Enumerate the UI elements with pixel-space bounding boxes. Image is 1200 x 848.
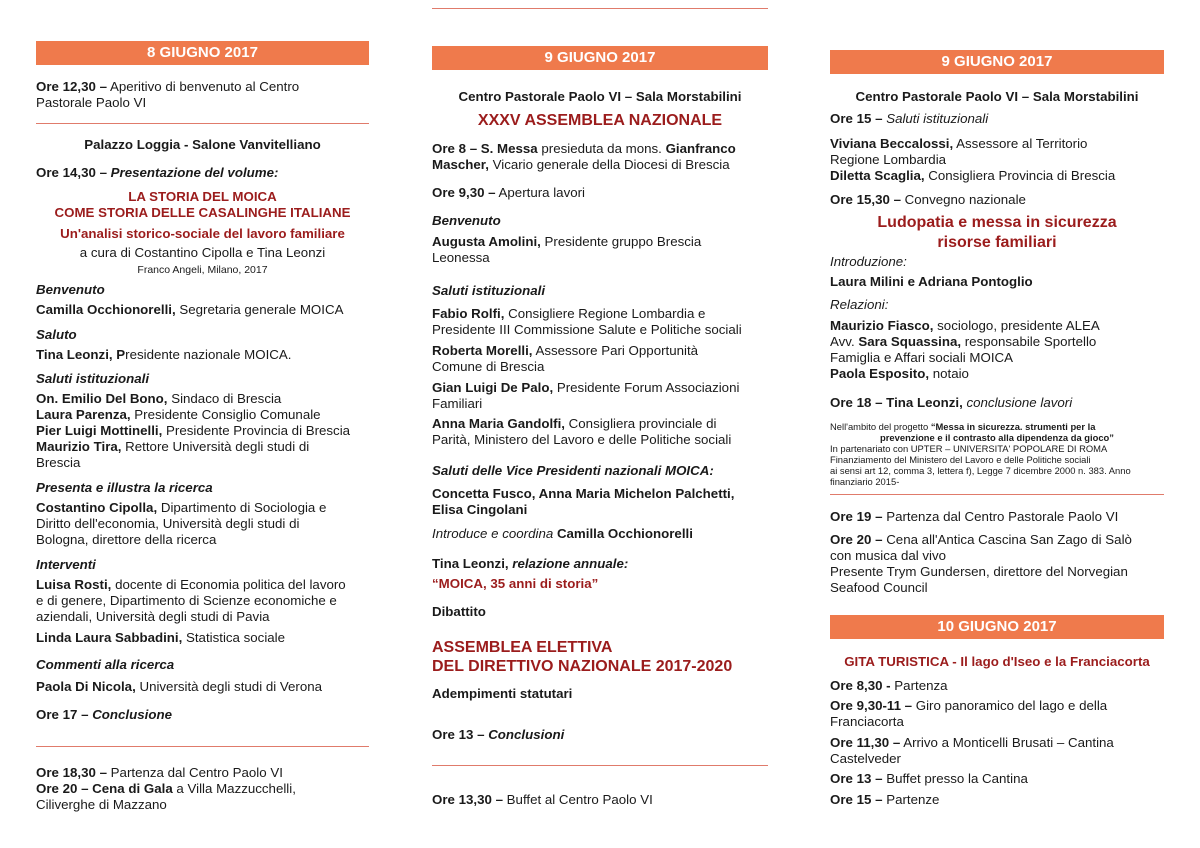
- heading-saluti-istituzionali: Saluti istituzionali: [36, 371, 150, 386]
- trip-line: Ore 11,30 – Arrivo a Monticelli Brusati – Cantina: [830, 735, 1114, 750]
- speaker-line: Laura Parenza, Presidente Consiglio Comunale: [36, 407, 321, 422]
- vice-names: Concetta Fusco, Anna Maria Michelon Palchetti,: [432, 486, 735, 501]
- speaker-line: Paola Di Nicola, Università degli studi di Verona: [36, 679, 323, 694]
- heading-commenti: Commenti alla ricerca: [36, 657, 175, 672]
- book-title: LA STORIA DEL MOICA: [128, 189, 277, 204]
- speaker-line-cont: aziendali, Università degli studi di Pavia: [36, 609, 270, 624]
- speaker-line: Avv. Sara Squassina, responsabile Sportello: [830, 334, 1097, 349]
- dinner-line-3: Presente Trym Gundersen, direttore del Norvegian: [830, 564, 1128, 579]
- day-header: 9 GIUGNO 2017: [830, 50, 1164, 74]
- conference-title: Ludopatia e messa in sicurezza: [877, 214, 1117, 231]
- departure-line: Ore 19 – Partenza dal Centro Pastorale Paolo VI: [830, 509, 1119, 524]
- book-editors: a cura di Costantino Cipolla e Tina Leonzi: [79, 245, 326, 260]
- presentation-line: Ore 14,30 – Presentazione del volume:: [36, 165, 279, 180]
- speaker-line-cont: Parità, Ministero del Lavoro e delle Politiche sociali: [432, 432, 732, 447]
- project-note-3: In partenariato con UPTER – UNIVERSITA' POPOLARE DI ROMA: [830, 443, 1108, 454]
- report-title: “MOICA, 35 anni di storia”: [432, 576, 599, 591]
- assembly-title: XXXV ASSEMBLEA NAZIONALE: [477, 112, 723, 129]
- speaker-line: Gian Luigi De Palo, Presidente Forum Associazioni: [432, 380, 740, 395]
- dinner-line-2: con musica dal vivo: [830, 548, 947, 563]
- speaker-line-cont: Bologna, direttore della ricerca: [36, 532, 217, 547]
- heading-benvenuto: Benvenuto: [36, 282, 105, 297]
- project-note-4: Finanziamento del Ministero del Lavoro e delle Politiche sociali: [830, 454, 1091, 465]
- conclusion-line: Ore 13 – Conclusioni: [432, 727, 565, 742]
- trip-line: Ore 8,30 - Partenza: [830, 678, 948, 693]
- debate: Dibattito: [432, 604, 486, 619]
- speaker-line-cont: Presidente III Commissione Salute e Politiche sociali: [432, 322, 742, 337]
- speaker-line: Augusta Amolini, Presidente gruppo Brescia: [432, 234, 702, 249]
- heading-interventi: Interventi: [36, 557, 96, 572]
- divider: [432, 765, 768, 766]
- speaker-line: Luisa Rosti, docente di Economia politica del lavoro: [36, 577, 346, 592]
- dinner-line: Ore 20 – Cena all'Antica Cascina San Zago di Salò: [830, 532, 1132, 547]
- speaker-line: Tina Leonzi, Presidente nazionale MOICA.: [36, 347, 292, 362]
- speaker-line-cont: Diritto dell'economia, Università degli studi di: [36, 516, 300, 531]
- dinner-line: Ore 20 – Cena di Gala a Villa Mazzucchelli,: [36, 781, 296, 796]
- speaker-line: Linda Laura Sabbadini, Statistica sociale: [36, 630, 286, 645]
- heading-benvenuto: Benvenuto: [432, 213, 501, 228]
- trip-line: Ore 15 – Partenze: [830, 792, 940, 807]
- closing-line: Ore 18 – Tina Leonzi, conclusione lavori: [830, 395, 1073, 410]
- speaker-line: Maurizio Tira, Rettore Università degli studi di: [36, 439, 310, 454]
- coordinator-line: Introduce e coordina Camilla Occhionorelli: [432, 526, 693, 541]
- heading-relazioni: Relazioni:: [830, 297, 889, 312]
- opening-line: Ore 9,30 – Apertura lavori: [432, 185, 586, 200]
- speaker-line: Diletta Scaglia, Consigliera Provincia di Brescia: [830, 168, 1116, 183]
- dinner-line-4: Seafood Council: [830, 580, 928, 595]
- day-header: 9 GIUGNO 2017: [432, 46, 768, 70]
- speaker-line-cont: e di genere, Dipartimento di Scienze economiche e: [36, 593, 337, 608]
- speaker-line-cont: Famiglia e Affari sociali MOICA: [830, 350, 1014, 365]
- trip-title: GITA TURISTICA - Il lago d'Iseo e la Franciacorta: [844, 654, 1150, 669]
- vice-names-2: Elisa Cingolani: [432, 502, 528, 517]
- divider: [830, 494, 1164, 495]
- heading-vice-presidenti: Saluti delle Vice Presidenti nazionali MOICA:: [432, 463, 714, 478]
- departure-line: Ore 18,30 – Partenza dal Centro Paolo VI: [36, 765, 283, 780]
- project-note-6: finanziario 2015-: [830, 476, 900, 487]
- speaker-line-cont: Brescia: [36, 455, 81, 470]
- mass-line: Ore 8 – S. Messa presieduta da mons. Gianfranco: [432, 141, 736, 156]
- conclusion-line: Ore 17 – Conclusione: [36, 707, 172, 722]
- project-note-5: ai sensi art 12, comma 3, lettera f), Legge 7 dicembre 2000 n. 383. Anno: [830, 465, 1131, 476]
- speaker-line: Roberta Morelli, Assessore Pari Opportunità: [432, 343, 699, 358]
- elective-title: ASSEMBLEA ELETTIVA: [432, 639, 613, 656]
- divider: [36, 746, 369, 747]
- trip-line-cont: Castelveder: [830, 751, 901, 766]
- welcome-line-2: Pastorale Paolo VI: [36, 95, 147, 110]
- speaker-line-cont: Regione Lombardia: [830, 152, 947, 167]
- trip-line-cont: Franciacorta: [830, 714, 904, 729]
- speaker-line-cont: Comune di Brescia: [432, 359, 545, 374]
- buffet-line: Ore 13,30 – Buffet al Centro Paolo VI: [432, 792, 653, 807]
- report-line: Tina Leonzi, relazione annuale:: [432, 556, 629, 571]
- trip-line: Ore 9,30-11 – Giro panoramico del lago e della: [830, 698, 1108, 713]
- dinner-line-2: Ciliverghe di Mazzano: [36, 797, 167, 812]
- intro-names: Laura Milini e Adriana Pontoglio: [830, 274, 1033, 289]
- elective-title-2: DEL DIRETTIVO NAZIONALE 2017-2020: [432, 658, 733, 675]
- speaker-line: Viviana Beccalossi, Assessore al Territorio: [830, 136, 1088, 151]
- mass-line-2: Mascher, Vicario generale della Diocesi di Brescia: [432, 157, 730, 172]
- venue: Palazzo Loggia - Salone Vanvitelliano: [84, 137, 321, 152]
- conference-title-2: risorse familiari: [937, 234, 1057, 251]
- speaker-line: Costantino Cipolla, Dipartimento di Sociologia e: [36, 500, 327, 515]
- divider: [432, 8, 768, 9]
- venue: Centro Pastorale Paolo VI – Sala Morstabilini: [458, 89, 742, 104]
- speaker-line-cont: Familiari: [432, 396, 483, 411]
- speaker-line-cont: Leonessa: [432, 250, 490, 265]
- heading-introduzione: Introduzione:: [830, 254, 907, 269]
- book-publisher: Franco Angeli, Milano, 2017: [137, 264, 268, 276]
- day-header: 8 GIUGNO 2017: [36, 41, 369, 65]
- speaker-line: Maurizio Fiasco, sociologo, presidente ALEA: [830, 318, 1100, 333]
- venue: Centro Pastorale Paolo VI – Sala Morstabilini: [855, 89, 1139, 104]
- statutory: Adempimenti statutari: [432, 686, 573, 701]
- speaker-line: Fabio Rolfi, Consigliere Regione Lombardia e: [432, 306, 706, 321]
- project-note: Nell'ambito del progetto “Messa in sicurezza. strumenti per la: [830, 421, 1096, 432]
- day-header-2: 10 GIUGNO 2017: [830, 615, 1164, 639]
- heading-presenta: Presenta e illustra la ricerca: [36, 480, 213, 495]
- speaker-line: Pier Luigi Mottinelli, Presidente Provincia di Brescia: [36, 423, 351, 438]
- speaker-line: On. Emilio Del Bono, Sindaco di Brescia: [36, 391, 282, 406]
- welcome-line: Ore 12,30 – Aperitivo di benvenuto al Centro: [36, 79, 300, 94]
- conference-line: Ore 15,30 – Convegno nazionale: [830, 192, 1026, 207]
- divider: [36, 123, 369, 124]
- saluti-line: Ore 15 – Saluti istituzionali: [830, 111, 989, 126]
- speaker-line: Paola Esposito, notaio: [830, 366, 969, 381]
- trip-line: Ore 13 – Buffet presso la Cantina: [830, 771, 1028, 786]
- book-subtitle: Un'analisi storico-sociale del lavoro familiare: [60, 226, 345, 241]
- project-note-2: prevenzione e il contrasto alla dipendenza da gioco”: [880, 432, 1114, 443]
- speaker-line: Anna Maria Gandolfi, Consigliera provinciale di: [432, 416, 717, 431]
- book-title-2: COME STORIA DELLE CASALINGHE ITALIANE: [54, 205, 351, 220]
- heading-saluti-istituzionali: Saluti istituzionali: [432, 283, 546, 298]
- heading-saluto: Saluto: [36, 327, 77, 342]
- speaker-line: Camilla Occhionorelli, Segretaria generale MOICA: [36, 302, 344, 317]
